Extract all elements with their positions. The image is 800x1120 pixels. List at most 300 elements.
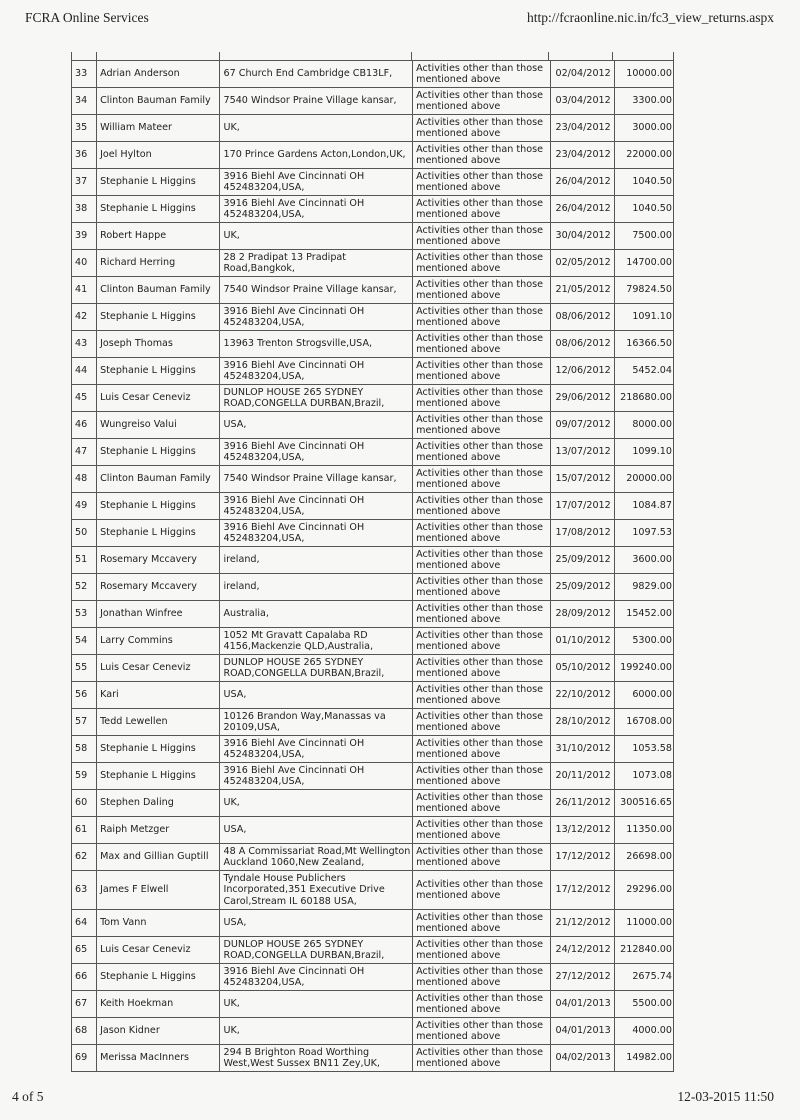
donor-name-cell-text: Rosemary Mccavery <box>100 581 197 593</box>
purpose-cell <box>413 844 550 871</box>
donor-name-cell <box>97 547 220 574</box>
date-cell <box>550 277 614 304</box>
purpose-cell <box>413 937 550 964</box>
donor-name-cell <box>97 871 220 910</box>
donor-name-cell <box>97 142 220 169</box>
purpose-cell-text: mentioned above <box>416 857 501 868</box>
amount-cell <box>614 250 673 277</box>
purpose-cell-text: Activities other than those <box>416 683 543 695</box>
contributions-table <box>71 60 674 1072</box>
purpose-cell-text: mentioned above <box>416 371 501 382</box>
amount-cell <box>614 601 673 628</box>
donor-address-cell-text: West,West Sussex BN11 Zey,UK, <box>223 1058 380 1069</box>
purpose-cell-text: Activities other than those <box>416 992 543 1004</box>
donor-name-cell <box>97 937 220 964</box>
donor-address-cell-text: 48 A Commissariat Road,Mt Wellington <box>223 845 411 857</box>
purpose-cell <box>413 991 550 1018</box>
date-cell <box>550 871 614 910</box>
purpose-cell <box>413 628 550 655</box>
table-row <box>72 385 674 412</box>
donor-address-cell-text: 13963 Trenton Strogsville,USA, <box>223 338 373 350</box>
date-cell <box>550 115 614 142</box>
purpose-cell-text: mentioned above <box>416 290 501 301</box>
amount-cell-text: 10000.00 <box>626 68 672 80</box>
donor-name-cell <box>97 910 220 937</box>
purpose-cell-text: mentioned above <box>416 695 501 706</box>
serial-number-cell-text: 33 <box>75 68 88 80</box>
purpose-cell <box>413 412 550 439</box>
date-cell-text: 23/04/2012 <box>555 122 611 134</box>
serial-number-cell-text: 60 <box>75 797 88 809</box>
table-row <box>72 88 674 115</box>
donor-name-cell-text: Merissa MacInners <box>100 1052 190 1064</box>
amount-cell <box>614 817 673 844</box>
donor-address-cell-text: 452483204,USA, <box>223 452 305 463</box>
purpose-cell-text: Activities other than those <box>416 116 543 128</box>
purpose-cell <box>413 277 550 304</box>
table-row <box>72 1018 674 1045</box>
purpose-cell-text: Activities other than those <box>416 938 543 950</box>
donor-address-cell-text: 3916 Biehl Ave Cincinnati OH <box>223 737 365 749</box>
date-cell <box>550 385 614 412</box>
amount-cell <box>614 304 673 331</box>
donor-address-cell-text: ireland, <box>223 581 260 593</box>
table-row <box>72 547 674 574</box>
amount-cell <box>614 844 673 871</box>
donor-address-cell-text: 3916 Biehl Ave Cincinnati OH <box>223 521 365 533</box>
serial-number-cell <box>72 844 97 871</box>
donor-name-cell-text: Stephanie L Higgins <box>100 971 196 983</box>
donor-address-cell-text: 452483204,USA, <box>223 209 305 220</box>
amount-cell-text: 199240.00 <box>620 662 672 674</box>
donor-address-cell <box>220 331 413 358</box>
donor-address-cell <box>220 466 413 493</box>
serial-number-cell-text: 59 <box>75 770 88 782</box>
table-row <box>72 250 674 277</box>
purpose-cell-text: mentioned above <box>416 263 501 274</box>
purpose-cell-text: mentioned above <box>416 209 501 220</box>
donor-name-cell <box>97 964 220 991</box>
serial-number-cell <box>72 250 97 277</box>
donor-address-cell <box>220 250 413 277</box>
print-datetime: 12-03-2015 11:50 <box>677 1089 774 1104</box>
donor-name-cell <box>97 817 220 844</box>
header-url: http://fcraonline.nic.in/fc3_view_returns.aspx <box>526 10 774 25</box>
table-row <box>72 196 674 223</box>
table-row <box>72 709 674 736</box>
serial-number-cell-text: 66 <box>75 971 88 983</box>
amount-cell <box>614 439 673 466</box>
purpose-cell-text: Activities other than those <box>416 656 543 668</box>
purpose-cell-text: Activities other than those <box>416 62 543 74</box>
amount-cell-text: 3300.00 <box>632 95 672 107</box>
donor-address-cell-text: ROAD,CONGELLA DURBAN,Brazil, <box>223 950 385 961</box>
donor-name-cell-text: Stephanie L Higgins <box>100 176 196 188</box>
header-title: FCRA Online Services <box>25 10 149 25</box>
date-cell-text: 09/07/2012 <box>555 419 611 431</box>
date-cell-text: 04/01/2013 <box>555 1025 611 1037</box>
donor-name-cell-text: Stephanie L Higgins <box>100 770 196 782</box>
donor-address-cell <box>220 1045 413 1072</box>
serial-number-cell-text: 36 <box>75 149 88 161</box>
purpose-cell-text: mentioned above <box>416 668 501 679</box>
purpose-cell-text: Activities other than those <box>416 278 543 290</box>
donor-address-cell-text: 4156,Mackenzie QLD,Australia, <box>223 641 374 652</box>
table-row <box>72 142 674 169</box>
serial-number-cell-text: 42 <box>75 311 88 323</box>
date-cell-text: 17/12/2012 <box>555 884 611 896</box>
donor-name-cell-text: James F Elwell <box>100 884 169 896</box>
donor-name-cell <box>97 1045 220 1072</box>
table-row <box>72 439 674 466</box>
table-row <box>72 277 674 304</box>
purpose-cell-text: Activities other than those <box>416 818 543 830</box>
donor-address-cell <box>220 844 413 871</box>
donor-address-cell <box>220 682 413 709</box>
donor-name-cell <box>97 412 220 439</box>
date-cell-text: 22/10/2012 <box>555 689 611 701</box>
date-cell-text: 08/06/2012 <box>555 338 611 350</box>
donor-address-cell-text: 7540 Windsor Praine Village kansar, <box>223 284 397 296</box>
donor-address-cell-text: 452483204,USA, <box>223 506 305 517</box>
table-row <box>72 817 674 844</box>
purpose-cell-text: mentioned above <box>416 641 501 652</box>
donor-address-cell-text: 452483204,USA, <box>223 776 305 787</box>
donor-address-cell <box>220 358 413 385</box>
amount-cell-text: 7500.00 <box>632 230 672 242</box>
purpose-cell-text: Activities other than those <box>416 1046 543 1058</box>
donor-address-cell <box>220 1018 413 1045</box>
date-cell-text: 30/04/2012 <box>555 230 611 242</box>
date-cell-text: 02/05/2012 <box>555 257 611 269</box>
amount-cell <box>614 493 673 520</box>
serial-number-cell <box>72 871 97 910</box>
donor-address-cell-text: DUNLOP HOUSE 265 SYDNEY <box>223 386 364 398</box>
donor-address-cell-text: UK, <box>223 998 240 1010</box>
donor-name-cell <box>97 790 220 817</box>
purpose-cell-text: Activities other than those <box>416 548 543 560</box>
date-cell <box>550 790 614 817</box>
date-cell <box>550 682 614 709</box>
purpose-cell-text: mentioned above <box>416 182 501 193</box>
donor-name-cell-text: Larry Commins <box>100 635 173 647</box>
purpose-cell <box>413 250 550 277</box>
purpose-cell-text: mentioned above <box>416 776 501 787</box>
purpose-cell-text: mentioned above <box>416 749 501 760</box>
donor-address-cell <box>220 88 413 115</box>
donor-name-cell-text: Richard Herring <box>100 257 176 269</box>
serial-number-cell <box>72 61 97 88</box>
donor-name-cell <box>97 655 220 682</box>
date-cell <box>550 331 614 358</box>
amount-cell-text: 11350.00 <box>626 824 672 836</box>
donor-address-cell <box>220 61 413 88</box>
purpose-cell-text: Activities other than those <box>416 965 543 977</box>
date-cell <box>550 1018 614 1045</box>
donor-address-cell <box>220 709 413 736</box>
donor-address-cell <box>220 817 413 844</box>
donor-name-cell <box>97 331 220 358</box>
page-number: 4 of 5 <box>12 1089 44 1104</box>
serial-number-cell-text: 69 <box>75 1052 88 1064</box>
purpose-cell <box>413 655 550 682</box>
donor-address-cell-text: ROAD,CONGELLA DURBAN,Brazil, <box>223 398 385 409</box>
purpose-cell-text: Activities other than those <box>416 629 543 641</box>
purpose-cell <box>413 61 550 88</box>
purpose-cell-text: mentioned above <box>416 398 501 409</box>
donor-address-cell-text: 452483204,USA, <box>223 371 305 382</box>
purpose-cell-text: Activities other than those <box>416 332 543 344</box>
date-cell-text: 12/06/2012 <box>555 365 611 377</box>
table-row <box>72 655 674 682</box>
serial-number-cell <box>72 142 97 169</box>
donor-address-cell-text: Australia, <box>223 608 269 620</box>
purpose-cell-text: mentioned above <box>416 1058 501 1069</box>
purpose-cell-text: Activities other than those <box>416 791 543 803</box>
purpose-cell-text: mentioned above <box>416 803 501 814</box>
donor-address-cell <box>220 142 413 169</box>
serial-number-cell-text: 47 <box>75 446 88 458</box>
purpose-cell-text: Activities other than those <box>416 224 543 236</box>
table-row <box>72 304 674 331</box>
donor-address-cell-text: USA, <box>223 689 247 701</box>
table-row <box>72 790 674 817</box>
donor-address-cell <box>220 871 413 910</box>
purpose-cell-text: Activities other than those <box>416 143 543 155</box>
donor-address-cell-text: ireland, <box>223 554 260 566</box>
date-cell-text: 29/06/2012 <box>555 392 611 404</box>
amount-cell-text: 3600.00 <box>632 554 672 566</box>
donor-address-cell <box>220 910 413 937</box>
donor-address-cell <box>220 196 413 223</box>
donor-address-cell-text: 3916 Biehl Ave Cincinnati OH <box>223 494 365 506</box>
date-cell <box>550 601 614 628</box>
amount-cell-text: 9829.00 <box>632 581 672 593</box>
serial-number-cell <box>72 817 97 844</box>
date-cell-text: 21/05/2012 <box>555 284 611 296</box>
purpose-cell-text: Activities other than those <box>416 386 543 398</box>
donor-name-cell <box>97 736 220 763</box>
amount-cell-text: 5452.04 <box>632 365 672 377</box>
date-cell-text: 26/11/2012 <box>555 797 611 809</box>
serial-number-cell-text: 57 <box>75 716 88 728</box>
donor-name-cell <box>97 991 220 1018</box>
donor-address-cell <box>220 736 413 763</box>
amount-cell <box>614 223 673 250</box>
amount-cell <box>614 937 673 964</box>
date-cell <box>550 628 614 655</box>
donor-name-cell-text: Joel Hylton <box>100 149 152 161</box>
serial-number-cell <box>72 655 97 682</box>
table-row <box>72 844 674 871</box>
donor-name-cell-text: William Mateer <box>100 122 172 134</box>
serial-number-cell <box>72 547 97 574</box>
serial-number-cell-text: 68 <box>75 1025 88 1037</box>
donor-address-cell-text: 3916 Biehl Ave Cincinnati OH <box>223 764 365 776</box>
donor-address-cell-text: 3916 Biehl Ave Cincinnati OH <box>223 965 365 977</box>
donor-name-cell <box>97 628 220 655</box>
serial-number-cell <box>72 790 97 817</box>
donor-address-cell-text: DUNLOP HOUSE 265 SYDNEY <box>223 656 364 668</box>
amount-cell <box>614 358 673 385</box>
donor-address-cell-text: 294 B Brighton Road Worthing <box>223 1046 370 1058</box>
donor-address-cell <box>220 574 413 601</box>
amount-cell <box>614 88 673 115</box>
donor-address-cell <box>220 763 413 790</box>
date-cell-text: 26/04/2012 <box>555 203 611 215</box>
date-cell <box>550 223 614 250</box>
purpose-cell <box>413 304 550 331</box>
donor-address-cell-text: 3916 Biehl Ave Cincinnati OH <box>223 359 365 371</box>
donor-address-cell <box>220 547 413 574</box>
purpose-cell <box>413 547 550 574</box>
purpose-cell-text: mentioned above <box>416 1031 501 1042</box>
date-cell-text: 20/11/2012 <box>555 770 611 782</box>
amount-cell <box>614 709 673 736</box>
date-cell-text: 08/06/2012 <box>555 311 611 323</box>
donor-address-cell <box>220 412 413 439</box>
donor-name-cell-text: Stephanie L Higgins <box>100 311 196 323</box>
donor-name-cell-text: Luis Cesar Ceneviz <box>100 944 191 956</box>
donor-name-cell-text: Tedd Lewellen <box>100 716 168 728</box>
table-row <box>72 937 674 964</box>
purpose-cell <box>413 736 550 763</box>
purpose-cell-text: mentioned above <box>416 533 501 544</box>
date-cell-text: 31/10/2012 <box>555 743 611 755</box>
purpose-cell <box>413 358 550 385</box>
purpose-cell-text: Activities other than those <box>416 602 543 614</box>
serial-number-cell <box>72 304 97 331</box>
donor-address-cell <box>220 520 413 547</box>
purpose-cell <box>413 682 550 709</box>
table-row <box>72 1045 674 1072</box>
serial-number-cell-text: 35 <box>75 122 88 134</box>
purpose-cell-text: Activities other than those <box>416 89 543 101</box>
purpose-cell <box>413 574 550 601</box>
purpose-cell <box>413 763 550 790</box>
donor-address-cell-text: USA, <box>223 917 247 929</box>
purpose-cell-text: mentioned above <box>416 1004 501 1015</box>
serial-number-cell-text: 51 <box>75 554 88 566</box>
date-cell <box>550 709 614 736</box>
serial-number-cell <box>72 439 97 466</box>
serial-number-cell-text: 61 <box>75 824 88 836</box>
amount-cell <box>614 547 673 574</box>
purpose-cell <box>413 142 550 169</box>
purpose-cell <box>413 817 550 844</box>
date-cell-text: 28/09/2012 <box>555 608 611 620</box>
amount-cell <box>614 196 673 223</box>
donor-name-cell-text: Max and Gillian Guptill <box>100 851 209 863</box>
date-cell <box>550 358 614 385</box>
date-cell <box>550 844 614 871</box>
purpose-cell-text: Activities other than those <box>416 764 543 776</box>
date-cell-text: 15/07/2012 <box>555 473 611 485</box>
purpose-cell <box>413 223 550 250</box>
donor-name-cell <box>97 574 220 601</box>
date-cell <box>550 817 614 844</box>
donor-address-cell <box>220 655 413 682</box>
amount-cell-text: 14982.00 <box>626 1052 672 1064</box>
donor-address-cell-text: Auckland 1060,New Zealand, <box>223 857 365 868</box>
amount-cell-text: 1073.08 <box>632 770 672 782</box>
donor-name-cell <box>97 439 220 466</box>
amount-cell <box>614 763 673 790</box>
table-row <box>72 871 674 910</box>
purpose-cell-text: mentioned above <box>416 890 501 901</box>
donor-address-cell-text: 3916 Biehl Ave Cincinnati OH <box>223 170 365 182</box>
donor-name-cell-text: Raiph Metzger <box>100 824 170 836</box>
table-row <box>72 169 674 196</box>
donor-address-cell <box>220 223 413 250</box>
amount-cell <box>614 910 673 937</box>
donor-name-cell-text: Stephanie L Higgins <box>100 365 196 377</box>
purpose-cell-text: mentioned above <box>416 128 501 139</box>
date-cell-text: 01/10/2012 <box>555 635 611 647</box>
purpose-cell-text: mentioned above <box>416 317 501 328</box>
serial-number-cell-text: 63 <box>75 884 88 896</box>
purpose-cell-text: mentioned above <box>416 560 501 571</box>
donor-name-cell-text: Stephanie L Higgins <box>100 527 196 539</box>
amount-cell <box>614 169 673 196</box>
donor-name-cell-text: Stephanie L Higgins <box>100 743 196 755</box>
date-cell <box>550 655 614 682</box>
purpose-cell <box>413 520 550 547</box>
serial-number-cell-text: 39 <box>75 230 88 242</box>
serial-number-cell-text: 40 <box>75 257 88 269</box>
donor-address-cell-text: 452483204,USA, <box>223 533 305 544</box>
serial-number-cell-text: 58 <box>75 743 88 755</box>
date-cell <box>550 1045 614 1072</box>
purpose-cell-text: Activities other than those <box>416 737 543 749</box>
amount-cell-text: 5300.00 <box>632 635 672 647</box>
purpose-cell-text: Activities other than those <box>416 521 543 533</box>
donor-name-cell-text: Jonathan Winfree <box>100 608 183 620</box>
serial-number-cell <box>72 169 97 196</box>
date-cell-text: 17/07/2012 <box>555 500 611 512</box>
donor-name-cell <box>97 493 220 520</box>
amount-cell-text: 300516.65 <box>620 797 672 809</box>
donor-address-cell-text: UK, <box>223 1025 240 1037</box>
purpose-cell-text: mentioned above <box>416 587 501 598</box>
table-row <box>72 466 674 493</box>
serial-number-cell-text: 50 <box>75 527 88 539</box>
donor-address-cell-text: 452483204,USA, <box>223 317 305 328</box>
donor-name-cell-text: Clinton Bauman Family <box>100 473 211 485</box>
amount-cell-text: 14700.00 <box>626 257 672 269</box>
donor-address-cell <box>220 601 413 628</box>
donor-address-cell <box>220 991 413 1018</box>
amount-cell-text: 1040.50 <box>632 203 672 215</box>
serial-number-cell <box>72 115 97 142</box>
amount-cell-text: 3000.00 <box>632 122 672 134</box>
table-row <box>72 682 674 709</box>
amount-cell-text: 79824.50 <box>626 284 672 296</box>
amount-cell <box>614 520 673 547</box>
date-cell-text: 04/02/2013 <box>555 1052 611 1064</box>
date-cell <box>550 910 614 937</box>
table-row <box>72 964 674 991</box>
date-cell-text: 02/04/2012 <box>555 68 611 80</box>
amount-cell-text: 212840.00 <box>620 944 672 956</box>
amount-cell-text: 1099.10 <box>632 446 672 458</box>
serial-number-cell-text: 65 <box>75 944 88 956</box>
serial-number-cell-text: 37 <box>75 176 88 188</box>
donor-address-cell-text: 10126 Brandon Way,Manassas va <box>223 710 386 722</box>
donor-address-cell-text: Carol,Stream IL 60188 USA, <box>223 895 357 907</box>
amount-cell <box>614 628 673 655</box>
amount-cell-text: 20000.00 <box>626 473 672 485</box>
